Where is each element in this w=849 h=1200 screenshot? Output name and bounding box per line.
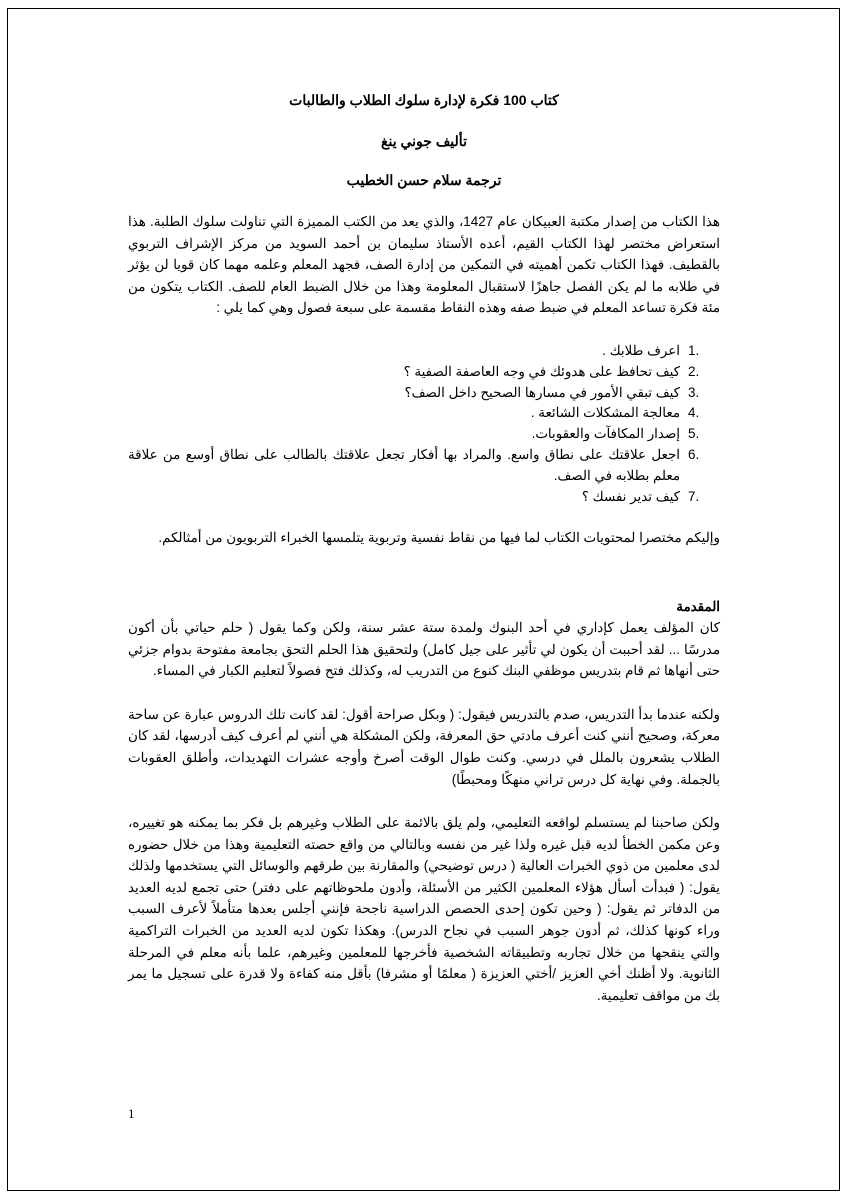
list-item-text: كيف تدير نفسك ؟ xyxy=(581,488,680,504)
page-number: 1 xyxy=(128,1106,135,1121)
list-item-text: اجعل علاقتك على نطاق واسع. والمراد بها أفكار تجعل علاقتك بالطالب على نطاق أوسع من علاقة معلم بطلابه في الصف. xyxy=(128,446,680,483)
list-item-text: اعرف طلابك . xyxy=(602,342,680,358)
list-item-text: إصدار المكافآت والعقوبات. xyxy=(531,426,680,442)
summary-paragraph: وإليكم مختصرا لمحتويات الكتاب لما فيها من نقاط نفسية وتربوية يتلمسها الخبراء التربويون من أمثالكم. xyxy=(158,530,720,546)
list-item-text: كيف تبقي الأمور في مسارها الصحيح داخل الصف؟ xyxy=(404,384,680,400)
list-item-number: 6. xyxy=(688,446,700,462)
list-item xyxy=(128,341,700,362)
intro-paragraph: هذا الكتاب من إصدار مكتبة العبيكان عام 1427، والذي يعد من الكتب المميزة التي تناولت سلوك الطلبة. هذا استعراض مختصر لهذا الكتاب القيم، أعده الأستاذ سليمان بن أحمد السويد من مركز الإشراف التربوي بالقطيف. فهذا الكتاب تكمن أهميته في التمكين من إدارة الصف، فجهد المعلم وعلمه مهما كان قويا لن يؤثر في طلابه ما لم يكن الفصل جاهزًا لاستقبال المعلومة وهذا من خلال الضبط العام للصف. الكتاب يتكون من مئة فكرة تساعد المعلم في ضبط صفه وهذه النقاط مقسمة على سبعة فصول وهي كما يلي : xyxy=(128,214,720,316)
section-heading: المقدمة xyxy=(676,598,720,614)
page-content xyxy=(128,92,720,1006)
translator-line: ترجمة سلام حسن الخطيب xyxy=(346,172,502,188)
list-item-number: 5. xyxy=(688,426,700,442)
list-item-number: 2. xyxy=(688,363,700,379)
list-item xyxy=(128,424,700,445)
body-paragraph: ولكنه عندما بدأ التدريس، صدم بالتدريس فيقول: ( وبكل صراحة أقول: لقد كانت تلك الدروس عبارة عن ساحة معركة، وصحيح أنني كنت أعرف مادتي حق المعرفة، ولكن المشكلة هي أنني لم أعرف كيف أدرسها، لقد كان الطلاب يشعرون بالملل في درسي. وكنت طوال الوقت أصرخ وأوجه عشرات التهديدات، وأطلق العقوبات بالجملة. وفي نهاية كل درس تراني منهكًا ومحبطًا) xyxy=(128,706,720,787)
list-item-number: 1. xyxy=(688,342,700,358)
list-item xyxy=(128,445,700,487)
list-item xyxy=(128,362,700,383)
list-item-text: كيف تحافظ على هدوئك في وجه العاصفة الصفية ؟ xyxy=(403,363,680,379)
list-item xyxy=(128,383,700,404)
list-item-number: 3. xyxy=(688,384,700,400)
list-item-number: 4. xyxy=(688,405,700,421)
chapter-list xyxy=(128,341,720,507)
list-item-text: معالجة المشكلات الشائعة . xyxy=(530,405,680,421)
author-line: تأليف جوني ينغ xyxy=(381,133,467,149)
list-item xyxy=(128,487,700,508)
body-paragraph: ولكن صاحبنا لم يستسلم لواقعه التعليمي، ولم يلق بالائمة على الطلاب وغيرهم بل فكر بما يمكنه هو تغييره، وعن مكمن الخطأ لديه قبل غيره ولذا غير من نفسه وبالتالي من واقع حصته التعليمية وهذا من خلال حضوره لدى معلمين من ذوي الخبرات العالية ( درس توضيحي) والمقارنة بين طرقهم والوسائل التي يستخدمها ولذلك يقول: ( فبدأت أسأل هؤلاء المعلمين الكثير من الأسئلة، وأدون ملحوظاتهم على دفتر) حتى تجمع لديه العديد من الدفاتر ثم يقول: ( وحين تكون إحدى الحصص الدراسية ناجحة فإنني أجلس بعدها متأملاً لأعرف السبب وراء كونها كذلك، ثم أدون جوهر السبب في نجاح الدرس). وهكذا تكون لديه العديد من الخبرات التراكمية والتي ينقحها من خلال تجاربه وتطبيقاته الشخصية فأخرجها للمعلمين وغيرهم، علما بأنه معلم في المرحلة الثانوية. ولا أظنك أخي العزيز /أختي العزيزة ( معلمًا أو مشرفا) بأقل منه كفاءة ولا قدرة على تسجيل ما يمر بك من مواقف تعليمية. xyxy=(128,815,720,1003)
book-title: كتاب 100 فكرة لإدارة سلوك الطلاب والطالبات xyxy=(289,92,559,108)
body-paragraph: كان المؤلف يعمل كإداري في أحد البنوك ولمدة ستة عشر سنة، ولكن وكما يقول ( حلم حياتي بأن أكون مدرسًا ... لقد أحببت أن يكون لي تأثير على جيل كامل) ولتحقيق هذا الحلم التحق بجامعة مفتوحة بدوام جزئي حتى أنهاها ثم قام بتدريس موظفي البنك كنوع من التدريب له، وكذلك فتح فصولاً لتعليم الكبار في المساء. xyxy=(128,619,720,679)
list-item xyxy=(128,403,700,424)
list-item-number: 7. xyxy=(688,488,700,504)
